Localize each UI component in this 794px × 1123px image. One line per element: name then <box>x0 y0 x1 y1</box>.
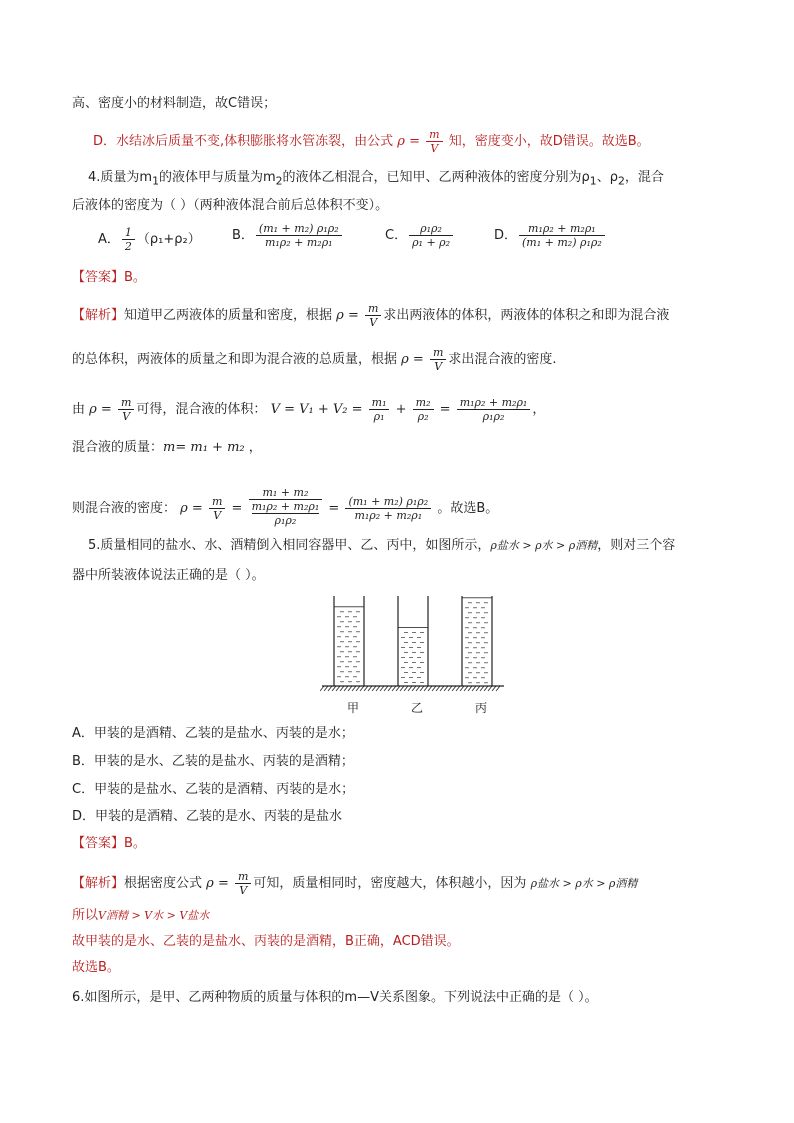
question-5-line-2: 器中所装液体说法正确的是（ ）。 <box>72 568 265 583</box>
container-jia <box>334 596 364 686</box>
question-4-line-2: 后液体的密度为（ ）（两种液体混合前后总体积不变）。 <box>72 198 389 213</box>
analysis-5: 【解析】根据密度公式 ρ = $\frac{m}{V}$ 可知，质量相同时，密度越大，体积越小，因为 ρ盐水 > ρ水 > ρ酒精 <box>72 870 638 897</box>
so-line: 所以V酒精 > V水 > V盐水 <box>72 908 210 923</box>
option-5-d: D．甲装的是酒精、乙装的是水、丙装的是盐水 <box>72 809 343 824</box>
rho-symbol: ρ = <box>397 134 420 149</box>
option-4-a: A． $\frac{1}{2}$ （ρ₁+ρ₂） <box>98 226 201 253</box>
question-4: 4.质量为$m_1$的液体甲与质量为$m_2$的液体乙相混合，已知甲、乙两种液体的密度分别为$\rho_1$、$\rho_2$，混合 <box>88 170 664 188</box>
answer-4: 【答案】B。 <box>72 270 146 285</box>
label-jia: 甲 <box>347 701 360 715</box>
container-yi <box>398 596 428 686</box>
question-6: 6.如图所示，是甲、乙两种物质的质量与体积的m—V关系图象。下列说法中正确的是（ ）。 <box>72 990 598 1005</box>
formula-m-over-v: $\frac{m}{V}$ <box>426 128 442 155</box>
conclusion-5: 故甲装的是水、乙装的是盐水、丙装的是酒精，B正确，ACD错误。 <box>72 934 460 949</box>
option-4-c: C． $\frac{\text{ρ₁ρ₂}}{\text{ρ₁ + ρ₂}}$ <box>385 222 455 249</box>
analysis-4-line-1: 【解析】知道甲乙两液体的质量和密度，根据 ρ = $\frac{m}{V}$ 求出两液体的体积，两液体的体积之和即为混合液 <box>72 302 670 329</box>
text-line-1: 高、密度小的材料制造，故C错误； <box>72 96 277 111</box>
density-line: 则混合液的密度： ρ = $\frac{m}{V}$ = m₁ + m₂ m₁ρ₂ + m₂ρ₁ ρ₁ρ₂ = $\frac{\text{(m₁ + m₂) ρ₁ρ₂}}{\text{m₁ρ₂ + m₂ρ₁}}$ 。故选B。 <box>72 486 499 527</box>
label-bing: 丙 <box>475 701 488 715</box>
pick-5: 故选B。 <box>72 960 120 975</box>
option-5-a: A．甲装的是酒精、乙装的是盐水、丙装的是水； <box>72 726 354 741</box>
ground-hatch <box>320 686 500 691</box>
option-4-b: B． $\frac{\text{(m₁ + m₂) ρ₁ρ₂}}{\text{m₁ρ₂ + m₂ρ₁}}$ <box>232 222 344 249</box>
option-5-b: B．甲装的是水、乙装的是盐水、丙装的是酒精； <box>72 754 354 769</box>
volume-line: 由 ρ = $\frac{m}{V}$ 可得，混合液的体积： V = V₁ + V₂ = $\frac{\text{m₁}}{\text{ρ₁}}$ + $\frac{\text{m₂}}{\text{ρ₂}}$ = $\frac{\text{m₁ρ₂ + m₂ρ₁}}{\text{ρ₁ρ₂}}$ ， <box>72 396 546 423</box>
mass-line: 混合液的质量：m= m₁ + m₂ ， <box>72 440 262 455</box>
density-order: ρ盐水 > ρ水 > ρ酒精 <box>490 539 598 552</box>
option-4-d: D． $\frac{\text{m₁ρ₂ + m₂ρ₁}}{\text{(m₁ + m₂) ρ₁ρ₂}}$ <box>494 222 607 249</box>
container-bing <box>462 596 492 686</box>
question-5: 5.质量相同的盐水、水、酒精倒入相同容器甲、乙、丙中，如图所示，ρ盐水 > ρ水 > ρ酒精，则对三个容 <box>88 538 676 553</box>
liquid-jia <box>334 607 364 686</box>
label-yi: 乙 <box>411 701 424 715</box>
container-figure <box>320 592 510 722</box>
option-5-c: C．甲装的是盐水、乙装的是酒精、丙装的是水； <box>72 782 355 797</box>
answer-5: 【答案】B。 <box>72 836 146 851</box>
text-line-2: D．水结冰后质量不变,体积膨胀将水管冻裂，由公式 ρ = $\frac{m}{V}$ 知，密度变小，故D错误。故选B。 <box>93 128 650 155</box>
analysis-4-line-2: 的总体积，两液体的质量之和即为混合液的总质量，根据 ρ = $\frac{m}{V}$ 求出混合液的密度. <box>72 346 557 373</box>
